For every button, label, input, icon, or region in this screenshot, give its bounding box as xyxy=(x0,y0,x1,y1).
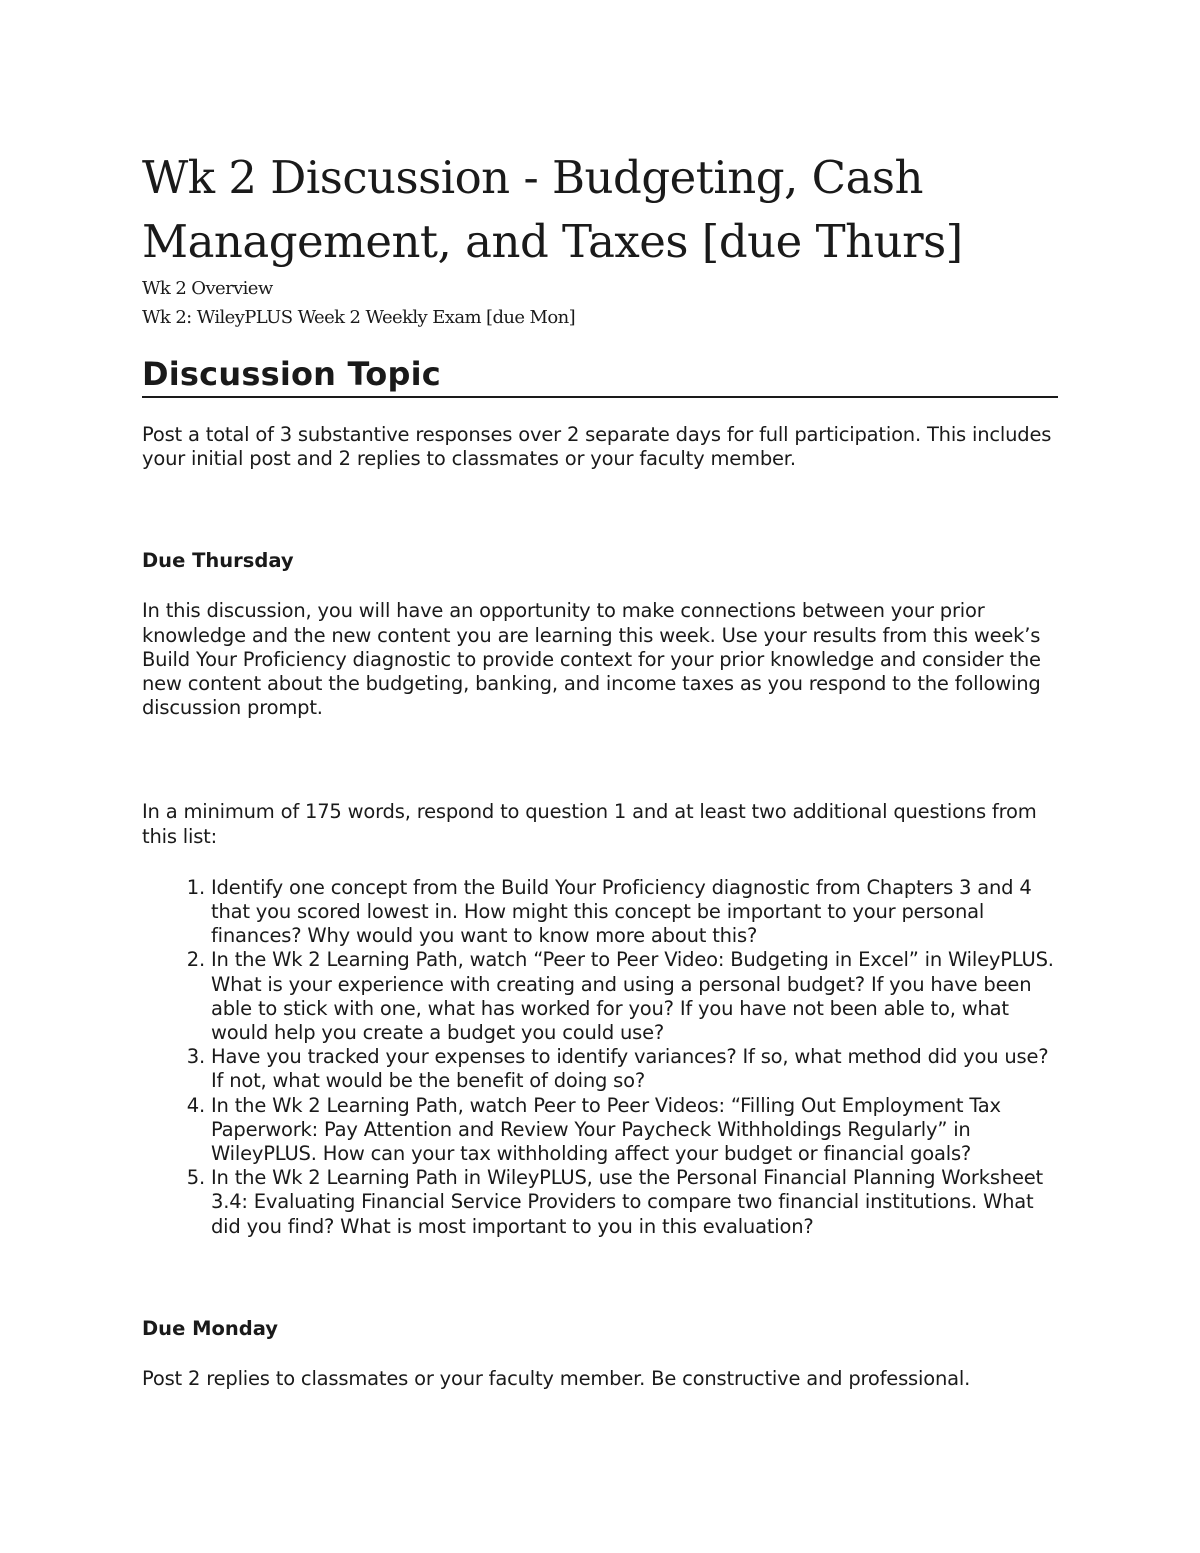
due-monday-heading: Due Monday xyxy=(142,1316,278,1340)
section-heading: Discussion Topic xyxy=(142,352,1058,398)
page-title: Wk 2 Discussion - Budgeting, Cash Management, and Taxes [due Thurs] xyxy=(142,151,963,268)
weekly-exam-link[interactable]: Wk 2: WileyPLUS Week 2 Weekly Exam [due Mon] xyxy=(142,307,576,328)
monday-paragraph: Post 2 replies to classmates or your faculty member. Be constructive and professional. xyxy=(142,1366,971,1390)
instruction-paragraph: In a minimum of 175 words, respond to question 1 and at least two additional questions from this list: xyxy=(142,800,1037,848)
thursday-paragraph: In this discussion, you will have an opportunity to make connections between your prior knowledge and the new content you are learning this week. Use your results from this week’s Build Your Proficiency diagnostic to provide context for your prior knowledge and consider the new content about the budgeting, banking, and income taxes as you respond to the following discussion prompt. xyxy=(142,599,1041,720)
list-item: 2. In the Wk 2 Learning Path, watch “Peer to Peer Video: Budgeting in Excel” in WileyPLUS. What is your experience with creating and using a personal budget? If you have been able to stick with one, what has worked for you? If you have not been able to, what would help you create a budget you could use? xyxy=(211,948,1062,1045)
list-item: 1. Identify one concept from the Build Your Proficiency diagnostic from Chapters 3 and 4 that you scored lowest in. How might this concept be important to your personal finances? Why would you want to know more about this? xyxy=(211,876,1062,949)
question-list xyxy=(142,876,1062,1239)
list-item: 3. Have you tracked your expenses to identify variances? If so, what method did you use? If not, what would be the benefit of doing so? xyxy=(211,1045,1062,1093)
list-item: 4. In the Wk 2 Learning Path, watch Peer to Peer Videos: “Filling Out Employment Tax Paperwork: Pay Attention and Review Your Paycheck Withholdings Regularly” in WileyPLUS. How can your tax withholding affect your budget or financial goals? xyxy=(211,1094,1062,1167)
due-thursday-heading: Due Thursday xyxy=(142,549,294,573)
document-page xyxy=(142,146,1062,1391)
overview-link[interactable]: Wk 2 Overview xyxy=(142,278,273,299)
intro-paragraph: Post a total of 3 substantive responses over 2 separate days for full participation. This includes your initial post and 2 replies to classmates or your faculty member. xyxy=(142,423,1052,471)
list-item: 5. In the Wk 2 Learning Path in WileyPLUS, use the Personal Financial Planning Worksheet 3.4: Evaluating Financial Service Providers to compare two financial institutions. What did you find? What is most important to you in this evaluation? xyxy=(211,1166,1062,1239)
